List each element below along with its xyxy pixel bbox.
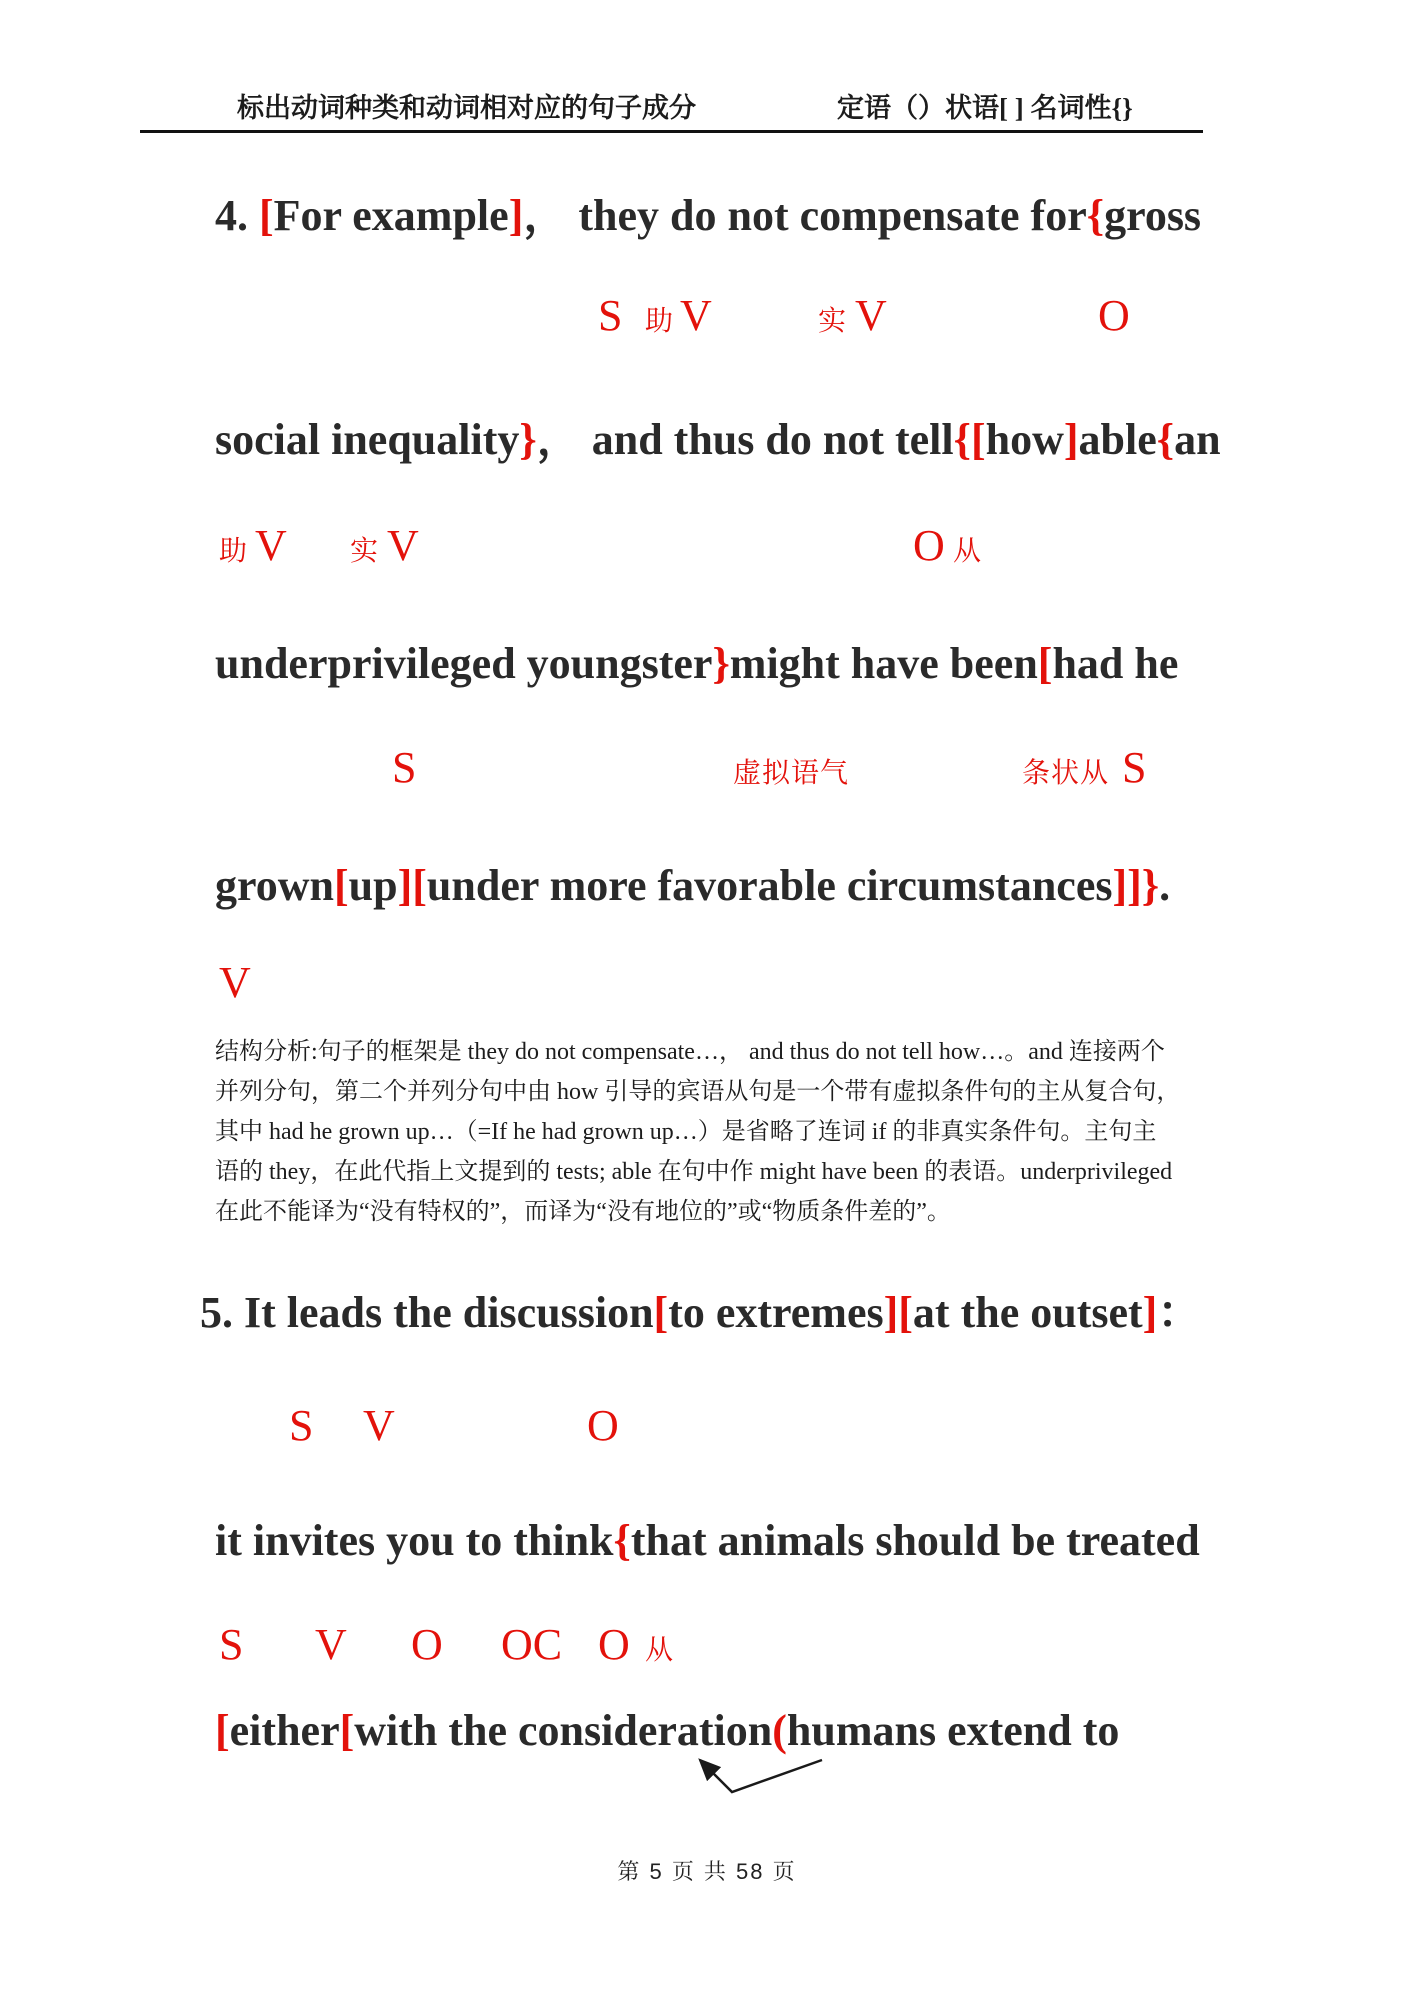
bracket-mark: ]: [1142, 1288, 1158, 1337]
grammar-mark: V: [219, 958, 251, 1007]
bracket-mark: {: [1086, 191, 1105, 240]
bracket-mark: ][: [397, 861, 427, 910]
bracket-mark: [: [215, 1706, 230, 1755]
text-segment: with the consideration: [354, 1706, 773, 1755]
grammar-mark: 实: [818, 305, 848, 337]
grammar-mark: S: [219, 1620, 244, 1669]
bracket-mark: ]]}: [1112, 861, 1160, 910]
grammar-mark: S: [1122, 743, 1147, 792]
grammar-mark: S: [598, 291, 623, 340]
bracket-mark: {: [1156, 415, 1175, 464]
grammar-mark: V: [680, 291, 712, 340]
grammar-mark: 条状从: [1022, 757, 1110, 789]
text-segment: an: [1174, 415, 1221, 464]
grammar-mark: V: [315, 1620, 347, 1669]
bracket-mark: [: [259, 191, 274, 240]
header-right-legend: 定语（）状语[ ] 名词性{}: [837, 93, 1133, 123]
text-segment: it invites you to think: [215, 1516, 614, 1565]
text-segment: For example: [273, 191, 509, 240]
marks-4-line-1: [0, 282, 1414, 338]
grammar-mark: O: [598, 1620, 630, 1669]
grammar-mark: OC: [501, 1620, 563, 1669]
bracket-mark: {: [613, 1516, 631, 1565]
analysis-line: 结构分析:句子的框架是 they do not compensate…， and thus do not tell how…。and 连接两个: [215, 1039, 1165, 1065]
grammar-mark: V: [855, 291, 887, 340]
grammar-mark: 从: [645, 1634, 675, 1666]
marks-4-line-4: [0, 949, 1414, 1005]
grammar-mark: 从: [953, 535, 983, 567]
bracket-mark: ]: [508, 191, 524, 240]
bracket-mark: ]: [1063, 415, 1079, 464]
text-segment: ，: [536, 415, 592, 464]
analysis-line: 并列分句，第二个并列分句中由 how 引导的宾语从句是一个带有虚拟条件句的主从复合句，: [215, 1079, 1181, 1105]
text-segment: at the outset: [912, 1288, 1143, 1337]
sentence-4-line-2: [215, 412, 1221, 467]
bracket-mark: [: [1037, 639, 1053, 688]
analysis-line: 语的 they，在此代指上文提到的 tests; able 在句中作 might have been 的表语。underprivileged: [215, 1159, 1173, 1185]
text-segment: humans extend to: [786, 1706, 1120, 1755]
text-segment: ：: [1157, 1288, 1202, 1337]
grammar-mark: 助: [219, 535, 249, 567]
marks-5-line-1: [0, 1392, 1414, 1448]
grammar-mark: 助: [645, 305, 675, 337]
text-segment: might have been: [729, 639, 1038, 688]
text-segment: underprivileged youngster: [215, 639, 713, 688]
text-segment: able: [1078, 415, 1157, 464]
text-segment: .: [1159, 861, 1171, 910]
text-segment: up: [348, 861, 398, 910]
text-segment: to extremes: [668, 1288, 884, 1337]
grammar-mark: V: [255, 521, 287, 570]
grammar-mark: 实: [350, 535, 380, 567]
bracket-mark: [: [339, 1706, 355, 1755]
grammar-mark: O: [411, 1620, 443, 1669]
text-segment: grown: [215, 861, 334, 910]
bracket-mark: [: [653, 1288, 669, 1337]
analysis-line: 其中 had he grown up…（=If he had grown up…）是省略了连词 if 的非真实条件句。主句主: [215, 1119, 1157, 1145]
bracket-mark: }: [712, 639, 730, 688]
text-segment: 5.: [200, 1288, 244, 1337]
grammar-mark: S: [289, 1401, 314, 1450]
annotation-arrow: [650, 1730, 870, 1820]
text-segment: It leads the discussion: [244, 1288, 654, 1337]
text-segment: that animals should be treated: [630, 1516, 1200, 1565]
sentence-5-line-2: [215, 1513, 1200, 1568]
grammar-mark: O: [1098, 291, 1130, 340]
text-segment: under more favorable circumstances: [426, 861, 1113, 910]
page-number-footer: 第 5 页 共 58 页: [617, 1859, 797, 1884]
text-segment: they do not compensate for: [578, 191, 1087, 240]
text-segment: gross: [1104, 191, 1202, 240]
bracket-mark: (: [772, 1706, 787, 1755]
text-segment: 4.: [215, 191, 259, 240]
grammar-mark: V: [363, 1401, 395, 1450]
sentence-4-line-3: [215, 636, 1178, 691]
analysis-line: 在此不能译为“没有特权的”，而译为“没有地位的”或“物质条件差的”。: [215, 1199, 951, 1225]
sentence-5-line-1: [200, 1285, 1201, 1340]
text-segment: and thus do not tell: [591, 415, 954, 464]
page-header: [0, 86, 1414, 126]
grammar-mark: 虚拟语气: [733, 757, 850, 789]
header-left-title: 标出动词种类和动词相对应的句子成分: [237, 93, 696, 123]
sentence-4-line-4: [215, 858, 1170, 913]
header-rule: [140, 130, 1203, 133]
grammar-mark: S: [392, 743, 417, 792]
text-segment: had he: [1052, 639, 1179, 688]
sentence-4-line-1: [215, 188, 1201, 243]
bracket-mark: [: [333, 861, 349, 910]
bracket-mark: ][: [883, 1288, 913, 1337]
bracket-mark: {[: [953, 415, 986, 464]
text-segment: ，: [523, 191, 579, 240]
text-segment: how: [985, 415, 1064, 464]
marks-4-line-3: [0, 734, 1414, 790]
marks-4-line-2: [0, 512, 1414, 568]
grammar-mark: V: [387, 521, 419, 570]
text-segment: either: [229, 1706, 340, 1755]
analysis-paragraph: [215, 1032, 1215, 1232]
grammar-mark: O: [913, 521, 945, 570]
text-segment: social inequality: [215, 415, 520, 464]
grammar-mark: O: [587, 1401, 619, 1450]
bracket-mark: }: [519, 415, 537, 464]
marks-5-line-2: [0, 1611, 1414, 1667]
